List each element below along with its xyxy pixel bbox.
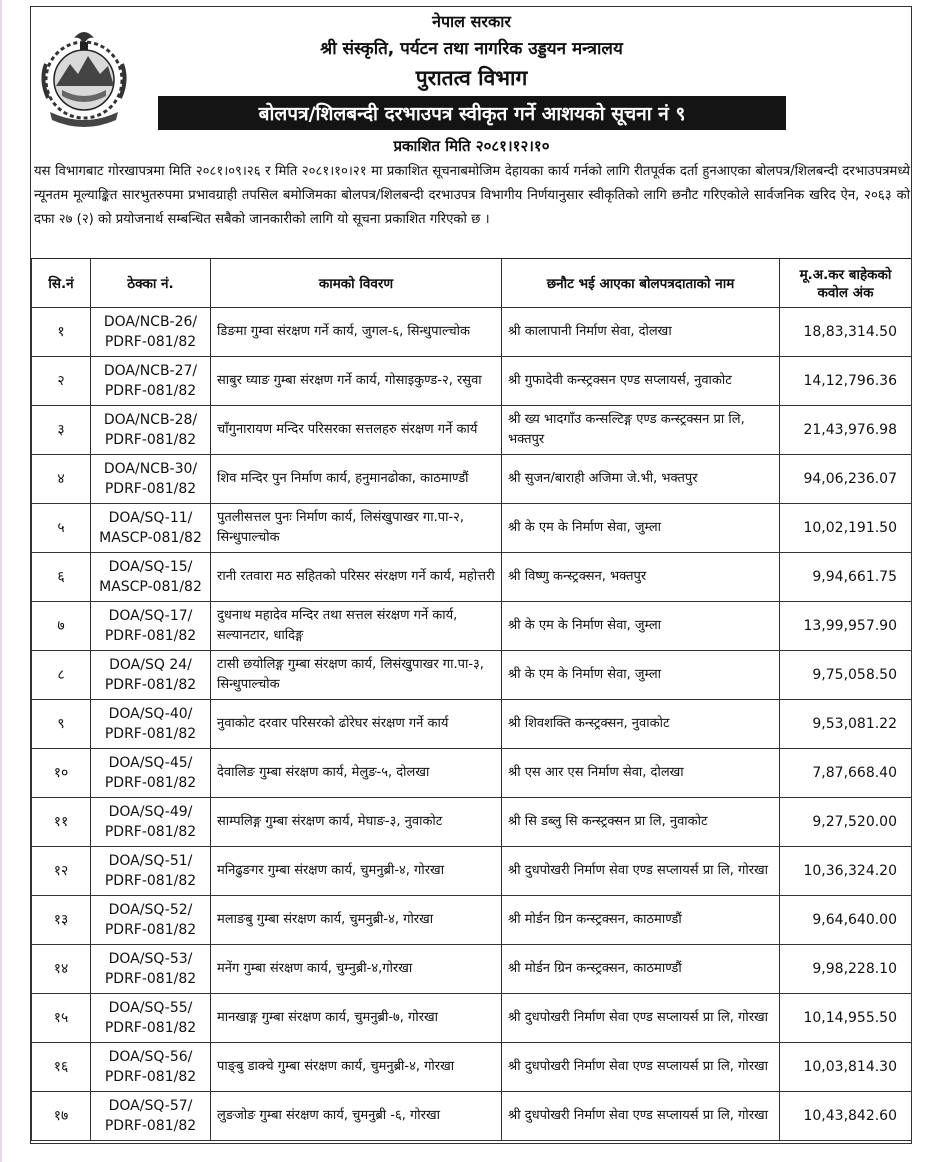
department-title: पुरातत्व विभाग bbox=[415, 66, 528, 90]
cell-amount: 10,36,324.20 bbox=[780, 847, 912, 896]
cell-sn: १४ bbox=[32, 945, 91, 994]
cell-contract: DOA/SQ 24/ PDRF-081/82 bbox=[91, 651, 211, 700]
cell-bidder: श्री के एम के निर्माण सेवा, जुम्ला bbox=[502, 504, 780, 553]
cell-amount: 13,99,957.90 bbox=[780, 602, 912, 651]
intro-paragraph: यस विभागबाट गोरखापत्रमा मिति २०८१।०९।२६ र मिति २०८१।१०।२१ मा प्रकाशित सूचनाबमोजिम देहायका कार्य गर्नको लागि रीतपूर्वक दर्ता हुनआएका बोलपत्र/शिलबन्दी दरभाउपत्रमध्ये न्यूनतम मूल्याङ्कित सारभुतरुपमा प्रभावग्राही तपसिल बमोजिमका बोलपत्र/शिलबन्दी दरभाउपत्र विभागीय निर्णयानुसार स्वीकृतिको लागि छनौट गरिएकोले सार्वजनिक खरिद ऐन, २०६३ को दफा २७ (२) को प्रयोजनार्थ सम्बन्धित सबैको जानकारीको लागि यो सूचना प्रकाशित गरिएको छ । bbox=[34, 164, 910, 227]
cell-sn: ८ bbox=[32, 651, 91, 700]
cell-bidder: श्री एस आर एस निर्माण सेवा, दोलखा bbox=[502, 749, 780, 798]
cell-amount: 9,27,520.00 bbox=[780, 798, 912, 847]
awarded-bids-table bbox=[31, 258, 912, 1141]
cell-sn: ७ bbox=[32, 602, 91, 651]
cell-bidder: श्री विष्णु कन्स्ट्रक्सन, भक्तपुर bbox=[502, 553, 780, 602]
cell-work: लुङजोङ गुम्बा संरक्षण कार्य, चुमनुब्री -६, गोरखा bbox=[211, 1092, 502, 1141]
cell-sn: १३ bbox=[32, 896, 91, 945]
table-header-row bbox=[32, 259, 912, 308]
table-row bbox=[32, 945, 912, 994]
cell-bidder: श्री मोर्डन ग्रिन कन्स्ट्रक्सन, काठमाण्डौं bbox=[502, 896, 780, 945]
cell-amount: 10,02,191.50 bbox=[780, 504, 912, 553]
cell-amount: 14,12,796.36 bbox=[780, 357, 912, 406]
table-row bbox=[32, 749, 912, 798]
cell-contract: DOA/SQ-45/ PDRF-081/82 bbox=[91, 749, 211, 798]
cell-sn: ४ bbox=[32, 455, 91, 504]
cell-sn: ९ bbox=[32, 700, 91, 749]
cell-amount: 7,87,668.40 bbox=[780, 749, 912, 798]
table-row bbox=[32, 308, 912, 357]
cell-work: नुवाकोट दरवार परिसरको ढोरेघर संरक्षण गर्ने कार्य bbox=[211, 700, 502, 749]
header-bidder: छनौट भई आएका बोलपत्रदाताको नाम bbox=[502, 259, 780, 308]
cell-amount: 9,94,661.75 bbox=[780, 553, 912, 602]
cell-sn: १६ bbox=[32, 1043, 91, 1092]
cell-sn: ११ bbox=[32, 798, 91, 847]
cell-amount: 9,75,058.50 bbox=[780, 651, 912, 700]
cell-contract: DOA/NCB-28/ PDRF-081/82 bbox=[91, 406, 211, 455]
cell-work: पाङ्बु डाक्चे गुम्बा संरक्षण कार्य, चुमनुब्री-४, गोरखा bbox=[211, 1043, 502, 1092]
cell-amount: 9,64,640.00 bbox=[780, 896, 912, 945]
cell-sn: १ bbox=[32, 308, 91, 357]
cell-bidder: श्री दुधपोखरी निर्माण सेवा एण्ड सप्लायर्स प्रा लि, गोरखा bbox=[502, 1043, 780, 1092]
cell-work: रानी रतवारा मठ सहितको परिसर संरक्षण गर्ने कार्य, महोत्तरी bbox=[211, 553, 502, 602]
cell-amount: 9,53,081.22 bbox=[780, 700, 912, 749]
cell-contract: DOA/NCB-27/ PDRF-081/82 bbox=[91, 357, 211, 406]
cell-bidder: श्री मोर्डन ग्रिन कन्स्ट्रक्सन, काठमाण्डौं bbox=[502, 945, 780, 994]
cell-bidder: श्री दुधपोखरी निर्माण सेवा एण्ड सप्लायर्स प्रा लि, गोरखा bbox=[502, 847, 780, 896]
cell-sn: १२ bbox=[32, 847, 91, 896]
cell-contract: DOA/SQ-49/ PDRF-081/82 bbox=[91, 798, 211, 847]
cell-amount: 9,98,228.10 bbox=[780, 945, 912, 994]
cell-work: मलाङबु गुम्बा संरक्षण कार्य, चुमनुब्री-४, गोरखा bbox=[211, 896, 502, 945]
table-row bbox=[32, 896, 912, 945]
cell-bidder: श्री गुफादेवी कन्स्ट्रक्सन एण्ड सप्लायर्स, नुवाकोट bbox=[502, 357, 780, 406]
cell-contract: DOA/SQ-17/ PDRF-081/82 bbox=[91, 602, 211, 651]
cell-sn: ३ bbox=[32, 406, 91, 455]
cell-contract: DOA/SQ-52/ PDRF-081/82 bbox=[91, 896, 211, 945]
cell-work: साम्पलिङ्ग गुम्बा संरक्षण कार्य, मेघाङ-३, नुवाकोट bbox=[211, 798, 502, 847]
page-edge-mark bbox=[0, 0, 2, 1162]
cell-work: मानखाङ्ग गुम्बा संरक्षण कार्य, चुमनुब्री-७, गोरखा bbox=[211, 994, 502, 1043]
cell-work: चाँगुनारायण मन्दिर परिसरका सत्तलहरु संरक्षण गर्ने कार्य bbox=[211, 406, 502, 455]
table-row bbox=[32, 994, 912, 1043]
cell-work: देवालिङ गुम्बा संरक्षण कार्य, मेलुङ-५, दोलखा bbox=[211, 749, 502, 798]
government-title: नेपाल सरकार bbox=[432, 12, 511, 31]
cell-sn: १५ bbox=[32, 994, 91, 1043]
cell-work: शिव मन्दिर पुन निर्माण कार्य, हनुमानढोका, काठमाण्डौं bbox=[211, 455, 502, 504]
cell-work: मनिढुङगर गुम्बा संरक्षण कार्य, चुमनुब्री-४, गोरखा bbox=[211, 847, 502, 896]
cell-contract: DOA/SQ-56/ PDRF-081/82 bbox=[91, 1043, 211, 1092]
cell-work: पुतलीसत्तल पुनः निर्माण कार्य, लिसंखुपाखर गा.पा-२, सिन्धुपाल्चोक bbox=[211, 504, 502, 553]
table-row bbox=[32, 357, 912, 406]
cell-contract: DOA/SQ-57/ PDRF-081/82 bbox=[91, 1092, 211, 1141]
notice-title: बोलपत्र/शिलबन्दी दरभाउपत्र स्वीकृत गर्ने आशयको सूचना नं ९ bbox=[258, 103, 686, 125]
cell-work: मनेंग गुम्बा संरक्षण कार्य, चुम्नुब्री-४,गोरखा bbox=[211, 945, 502, 994]
cell-contract: DOA/NCB-26/ PDRF-081/82 bbox=[91, 308, 211, 357]
cell-amount: 10,14,955.50 bbox=[780, 994, 912, 1043]
header-work: कामको विवरण bbox=[211, 259, 502, 308]
cell-work: दुधनाथ महादेव मन्दिर तथा सत्तल संरक्षण गर्ने कार्य, सल्यानटार, धादिङ्ग bbox=[211, 602, 502, 651]
table-row bbox=[32, 455, 912, 504]
cell-sn: २ bbox=[32, 357, 91, 406]
cell-contract: DOA/SQ-40/ PDRF-081/82 bbox=[91, 700, 211, 749]
cell-bidder: श्री सि डब्लु सि कन्स्ट्रक्सन प्रा लि, नुवाकोट bbox=[502, 798, 780, 847]
table-row bbox=[32, 847, 912, 896]
cell-amount: 18,83,314.50 bbox=[780, 308, 912, 357]
table-row bbox=[32, 602, 912, 651]
cell-bidder: श्री सुजन/बाराही अजिमा जे.भी, भक्तपुर bbox=[502, 455, 780, 504]
cell-contract: DOA/SQ-53/ PDRF-081/82 bbox=[91, 945, 211, 994]
cell-bidder: श्री के एम के निर्माण सेवा, जुम्ला bbox=[502, 602, 780, 651]
cell-work: डिङमा गुम्वा संरक्षण गर्ने कार्य, जुगल-६, सिन्धुपाल्चोक bbox=[211, 308, 502, 357]
header-amount: मू.अ.कर बाहेकको कवोल अंक bbox=[780, 259, 912, 308]
cell-bidder: श्री दुधपोखरी निर्माण सेवा एण्ड सप्लायर्स प्रा लि, गोरखा bbox=[502, 994, 780, 1043]
table-row bbox=[32, 553, 912, 602]
ministry-title: श्री संस्कृति, पर्यटन तथा नागरिक उड्डयन मन्त्रालय bbox=[320, 39, 623, 59]
cell-bidder: श्री ख्य भादगाँउ कन्सल्टिङ्ग एण्ड कन्स्ट्रक्सन प्रा लि, भक्तपुर bbox=[502, 406, 780, 455]
table-row bbox=[32, 406, 912, 455]
cell-bidder: श्री शिवशक्ति कन्स्ट्रक्सन, नुवाकोट bbox=[502, 700, 780, 749]
header-contract: ठेक्का नं. bbox=[91, 259, 211, 308]
cell-contract: DOA/SQ-51/ PDRF-081/82 bbox=[91, 847, 211, 896]
cell-work: टासी छयोलिङ्ग गुम्बा संरक्षण कार्य, लिसंखुपाखर गा.पा-३, सिन्धुपाल्चोक bbox=[211, 651, 502, 700]
cell-amount: 10,03,814.30 bbox=[780, 1043, 912, 1092]
table-row bbox=[32, 651, 912, 700]
cell-contract: DOA/SQ-55/ PDRF-081/82 bbox=[91, 994, 211, 1043]
cell-sn: १७ bbox=[32, 1092, 91, 1141]
cell-sn: ६ bbox=[32, 553, 91, 602]
published-date: प्रकाशित मिति २०८१।१२।१० bbox=[393, 137, 550, 155]
cell-bidder: श्री के एम के निर्माण सेवा, जुम्ला bbox=[502, 651, 780, 700]
table-row bbox=[32, 1043, 912, 1092]
table-row bbox=[32, 1092, 912, 1141]
cell-contract: DOA/SQ-11/ MASCP-081/82 bbox=[91, 504, 211, 553]
header-sn: सि.नं bbox=[32, 259, 91, 308]
cell-bidder: श्री दुधपोखरी निर्माण सेवा एण्ड सप्लायर्स प्रा लि, गोरखा bbox=[502, 1092, 780, 1141]
cell-amount: 10,43,842.60 bbox=[780, 1092, 912, 1141]
cell-sn: ५ bbox=[32, 504, 91, 553]
cell-work: साबुर घ्याङ गुम्बा संरक्षण गर्ने कार्य, गोसाइकुण्ड-२, रसुवा bbox=[211, 357, 502, 406]
table-row bbox=[32, 504, 912, 553]
cell-contract: DOA/NCB-30/ PDRF-081/82 bbox=[91, 455, 211, 504]
cell-sn: १० bbox=[32, 749, 91, 798]
table-row bbox=[32, 700, 912, 749]
cell-amount: 21,43,976.98 bbox=[780, 406, 912, 455]
cell-bidder: श्री कालापानी निर्माण सेवा, दोलखा bbox=[502, 308, 780, 357]
notice-title-banner bbox=[158, 96, 786, 130]
cell-contract: DOA/SQ-15/ MASCP-081/82 bbox=[91, 553, 211, 602]
table-row bbox=[32, 798, 912, 847]
cell-amount: 94,06,236.07 bbox=[780, 455, 912, 504]
